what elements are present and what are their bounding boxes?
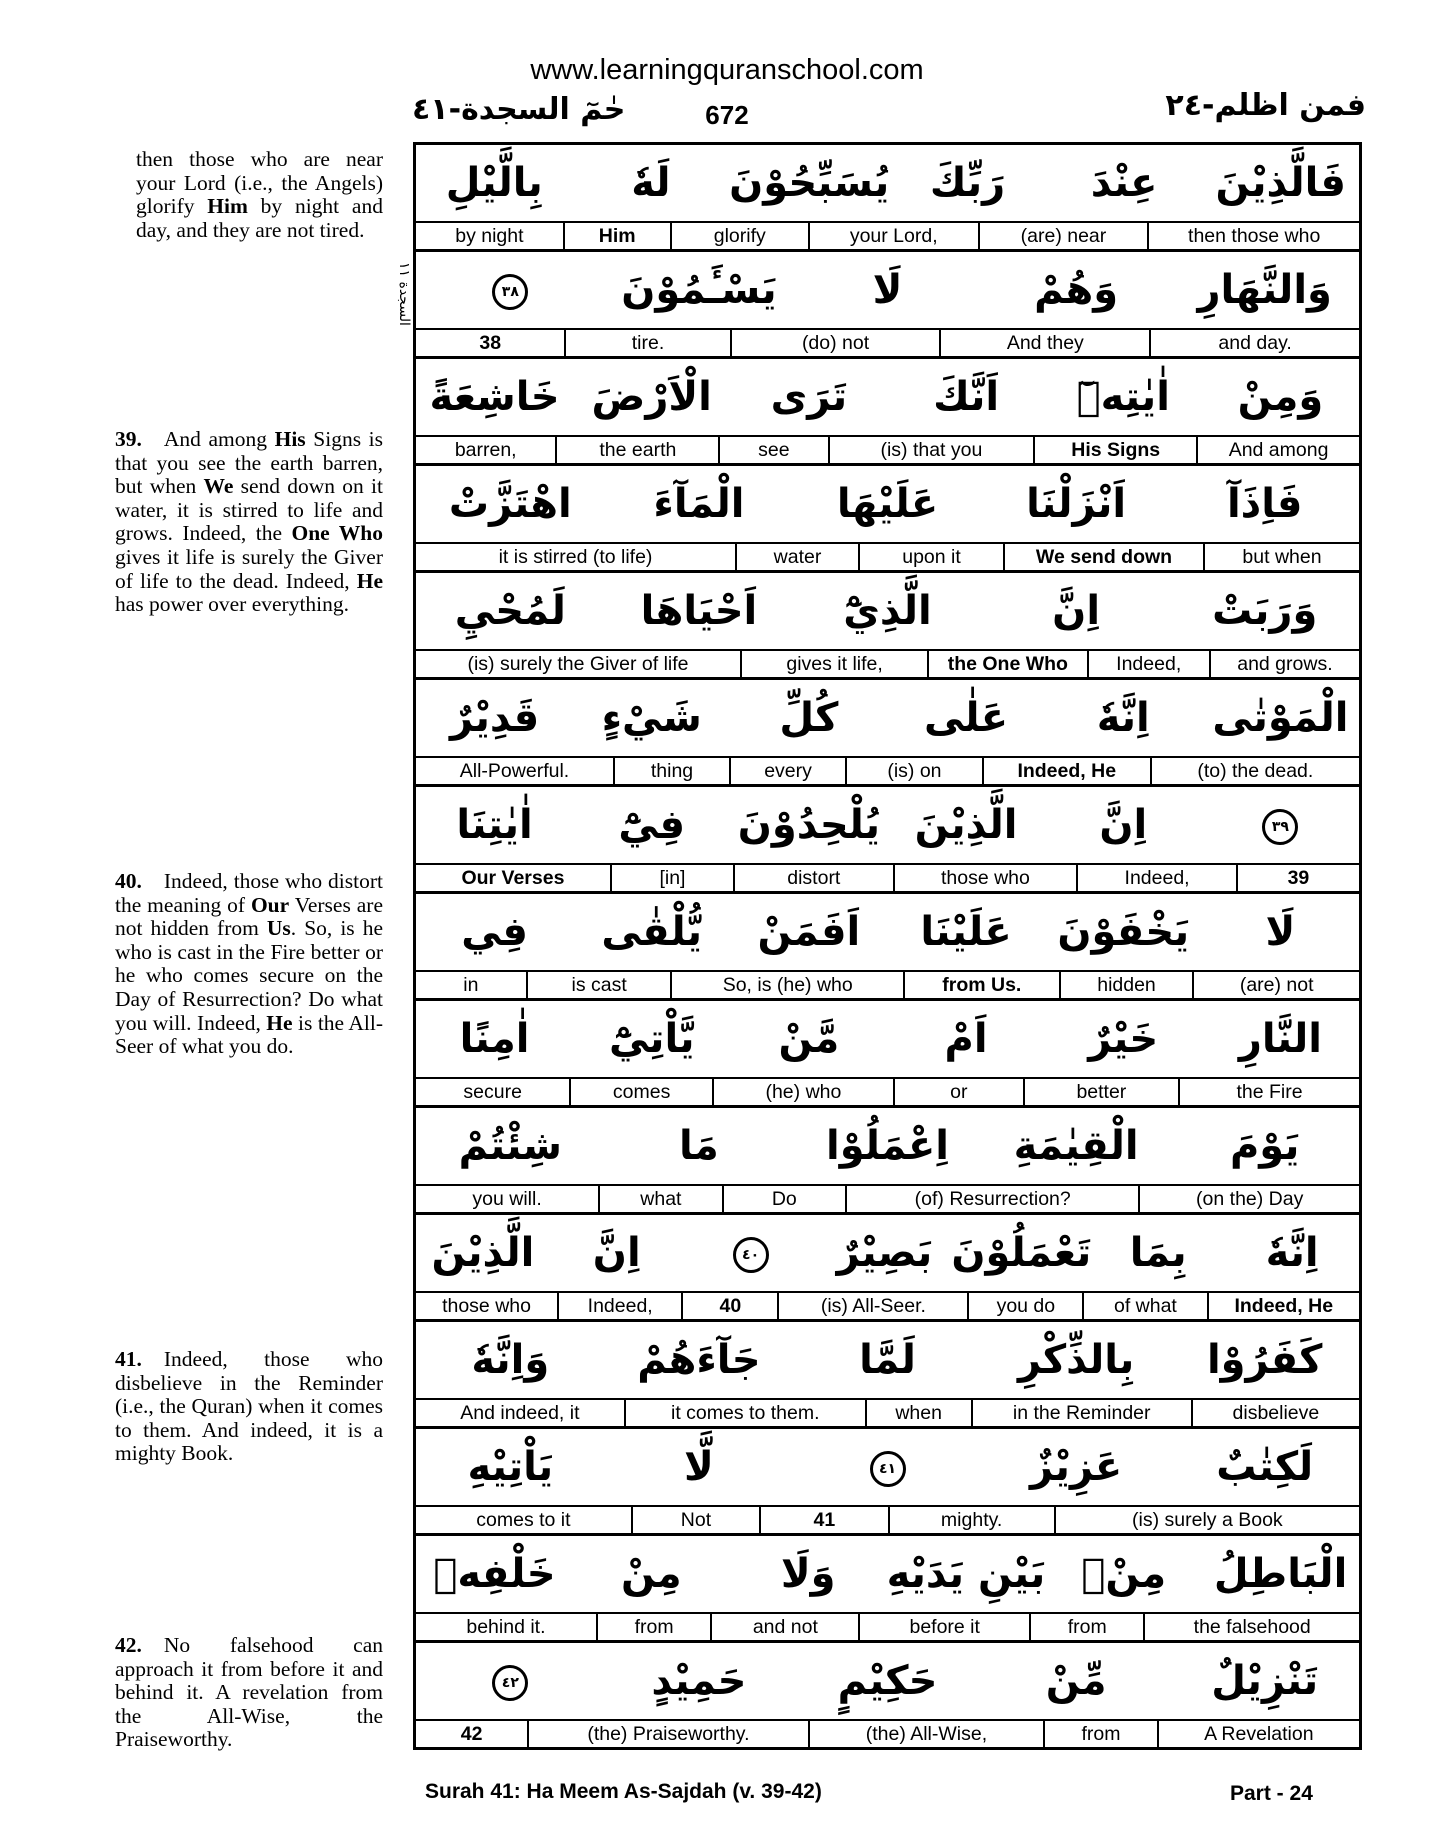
english-row (416, 1186, 1359, 1215)
translation-text: by night and day, and they are not tired. (136, 194, 383, 242)
english-meaning: And among (1196, 437, 1359, 463)
translation-text: No falsehood can approach it from before it and behind it. A revelation from the All-Wise, the Praiseworthy. (115, 1633, 383, 1752)
arabic-word: يَسْـَٔمُوْنَ (621, 267, 777, 313)
arabic-word: شَيْءٍ (601, 695, 702, 741)
english-meaning: glorify (670, 223, 808, 249)
arabic-word: الْمَآءَ (653, 481, 745, 527)
arabic-word: كَفَرُوْا (1206, 1337, 1323, 1383)
english-meaning: or (893, 1079, 1023, 1105)
english-meaning: All-Powerful. (459, 760, 570, 782)
verse-number: 39. (115, 427, 142, 451)
arabic-word: لَمُحْيِ (454, 588, 566, 634)
english-meaning: you will. (472, 1188, 542, 1210)
verse-translation-note (115, 870, 383, 1059)
arabic-row (416, 359, 1359, 437)
verse-end-circle-icon: ٣٩ (1262, 809, 1298, 845)
english-meaning: then those who (1147, 223, 1359, 249)
english-row (416, 972, 1359, 1001)
arabic-word: اَفَمَنْ (757, 909, 861, 955)
english-meaning: (is) surely a Book (1054, 1507, 1359, 1533)
arabic-row (416, 894, 1359, 972)
emphasized-text: Our (250, 892, 290, 917)
english-meaning: in (463, 974, 479, 996)
verse-end-circle-icon: ٣٨ (492, 274, 528, 310)
english-meaning: of what (1082, 1293, 1206, 1319)
arabic-word: اِنَّهٗ (1265, 1230, 1319, 1276)
english-meaning: Our Verses (461, 867, 565, 889)
arabic-word: عَلَيْهَا (836, 481, 939, 527)
english-meaning: your Lord, (808, 223, 978, 249)
english-meaning: and day. (1149, 330, 1359, 356)
emphasized-text: His (274, 427, 306, 451)
arabic-word: مِنْ (620, 1551, 682, 1597)
verse-translation-note (115, 1634, 383, 1752)
english-meaning: hidden (1059, 972, 1193, 998)
verse-end-marker (684, 1230, 818, 1276)
arabic-word: اِنَّ (592, 1230, 641, 1276)
english-meaning: (is) on (845, 758, 982, 784)
english-row (416, 544, 1359, 573)
english-meaning: mighty. (888, 1507, 1054, 1533)
english-row (416, 223, 1359, 252)
arabic-word: بَصِيْرٌ (836, 1230, 933, 1276)
arabic-word: الَّذِيْنَ (431, 1230, 535, 1276)
translation-text: send down on it water, it is stirred to life and grows. Indeed, the (115, 474, 383, 546)
english-meaning: Indeed, (1087, 651, 1209, 677)
english-meaning: from (1043, 1721, 1156, 1747)
arabic-word: الَّذِيْٓ (843, 588, 932, 634)
english-meaning: (is) that you (828, 437, 1034, 463)
arabic-word: اِنَّ (1099, 802, 1148, 848)
english-meaning: water (735, 544, 858, 570)
emphasized-text: One Who (291, 521, 383, 546)
translation-text: is the All-Seer of what you do. (115, 1010, 383, 1059)
arabic-row (416, 573, 1359, 651)
arabic-row (416, 1001, 1359, 1079)
arabic-word: شِئْتُمْ (458, 1123, 562, 1169)
arabic-word: حَكِيْمٍ (837, 1658, 938, 1704)
arabic-word: يُلْحِدُوْنَ (737, 802, 881, 848)
arabic-word: يُّلْقٰى (601, 909, 703, 955)
juz-header-arabic: فمن اظلم-٢٤ (1165, 88, 1366, 123)
arabic-word: قَدِيْرٌ (449, 695, 540, 741)
english-meaning: by night (455, 225, 524, 247)
translation-text: Indeed, those who disbelieve in the Reminder (i.e., the Quran) when it comes to them. And indeed, it is a mighty Book. (115, 1347, 383, 1466)
word-by-word-table (413, 142, 1362, 1750)
translation-text: And among (163, 427, 275, 451)
english-meaning: Indeed, (557, 1293, 681, 1319)
arabic-word: وَهُمْ (1034, 267, 1119, 313)
english-meaning: gives it life, (740, 651, 927, 677)
arabic-word: يَّاْتِيْٓ (608, 1016, 695, 1062)
english-meaning: 38 (479, 332, 502, 354)
english-meaning: from (1029, 1614, 1143, 1640)
arabic-row (416, 787, 1359, 865)
arabic-word: اٰمِنًا (459, 1016, 530, 1062)
english-meaning: but when (1203, 544, 1359, 570)
arabic-row (416, 680, 1359, 758)
english-meaning: see (718, 437, 827, 463)
arabic-word: مَّنْ (778, 1016, 840, 1062)
arabic-word: خَاشِعَةً (429, 374, 560, 420)
arabic-word: وَرَبَتْ (1212, 588, 1318, 634)
english-meaning: upon it (858, 544, 1003, 570)
arabic-word: مِّنْ (1045, 1658, 1107, 1704)
english-meaning: before it (858, 1614, 1029, 1640)
footer-part: Part - 24 (1230, 1782, 1313, 1805)
arabic-word: الْاَرْضَ (591, 374, 712, 420)
arabic-word: اِعْمَلُوْا (826, 1123, 949, 1169)
arabic-word: بَيْنِ يَدَيْهِ (886, 1551, 1046, 1597)
emphasized-text: He (266, 1010, 293, 1035)
english-meaning: barren, (454, 439, 517, 461)
english-meaning: is cast (526, 972, 671, 998)
english-meaning: 41 (759, 1507, 887, 1533)
english-meaning: you do (967, 1293, 1082, 1319)
arabic-word: عَلٰى (924, 695, 1009, 741)
arabic-word: الَّذِيْنَ (914, 802, 1018, 848)
english-meaning: (is) All-Seer. (777, 1293, 967, 1319)
english-row (416, 1614, 1359, 1643)
english-row (416, 330, 1359, 359)
arabic-word: حَمِيْدٍ (651, 1658, 747, 1704)
english-meaning: from (596, 1614, 710, 1640)
arabic-word: تَعْمَلُوْنَ (951, 1230, 1092, 1276)
arabic-row (416, 1322, 1359, 1400)
english-meaning: So, is (he) who (670, 972, 903, 998)
english-meaning: (do) not (730, 330, 940, 356)
english-meaning: Indeed, (1076, 865, 1236, 891)
english-meaning: behind it. (466, 1616, 546, 1638)
verse-end-marker (1202, 802, 1359, 848)
arabic-word: فَالَّذِيْنَ (1215, 160, 1346, 206)
translation-text: then those who are near your Lord (i.e., the Angels) glorify (136, 147, 383, 219)
english-meaning: (the) All-Wise, (808, 1721, 1044, 1747)
translation-text: Signs is that you see the earth barren, but when (115, 427, 384, 499)
english-meaning: the Fire (1178, 1079, 1359, 1105)
english-meaning: and grows. (1209, 651, 1359, 677)
english-row (416, 437, 1359, 466)
arabic-word: اَنْزَلْنَا (1026, 481, 1127, 527)
english-meaning: 42 (460, 1723, 483, 1745)
arabic-row (416, 1215, 1359, 1293)
arabic-word: لَمَّا (859, 1337, 916, 1383)
arabic-word: الْبَاطِلُ (1213, 1551, 1348, 1597)
arabic-word: خَيْرٌ (1088, 1016, 1159, 1062)
arabic-word: وَالنَّهَارِ (1197, 267, 1332, 313)
arabic-row (416, 1536, 1359, 1614)
surah-header-arabic: حٰمٓ السجدة-٤١ (412, 92, 626, 127)
arabic-row (416, 252, 1359, 330)
english-meaning: the One Who (927, 651, 1086, 677)
arabic-word: وَمِنْ (1237, 374, 1324, 420)
english-meaning: (are) not (1192, 972, 1359, 998)
arabic-word: تَنْزِيْلٌ (1211, 1658, 1319, 1704)
english-row (416, 651, 1359, 680)
english-row (416, 1079, 1359, 1108)
emphasized-text: He (356, 568, 383, 593)
arabic-word: بِالذِّكْرِ (1017, 1337, 1135, 1383)
english-meaning: disbelieve (1191, 1400, 1359, 1426)
emphasized-text: Us (266, 916, 291, 941)
arabic-word: بِالَّيْلِ (445, 160, 543, 206)
english-meaning: Do (722, 1186, 845, 1212)
english-meaning: 39 (1236, 865, 1359, 891)
english-meaning: the earth (555, 437, 718, 463)
english-meaning: what (598, 1186, 721, 1212)
arabic-word: اَحْيَاهَا (640, 588, 758, 634)
english-meaning: Not (631, 1507, 759, 1533)
arabic-word: الْقِيٰمَةِ (1013, 1123, 1139, 1169)
sajdah-marker: السجدة ١١ (396, 262, 412, 326)
emphasized-text: We (203, 474, 234, 499)
arabic-word: مِنْۢ (1081, 1551, 1167, 1597)
arabic-word: لَا (1265, 909, 1296, 955)
verse-end-marker (416, 267, 605, 313)
arabic-word: وَاِنَّهٗ (471, 1337, 550, 1383)
arabic-word: عَزِيْزٌ (1030, 1444, 1123, 1490)
verse-end-marker (416, 1658, 605, 1704)
english-row (416, 1293, 1359, 1322)
english-meaning: it is stirred (to life) (498, 546, 653, 568)
arabic-word: عِنْدَ (1090, 160, 1158, 206)
arabic-word: فَاِذَآ (1226, 481, 1303, 527)
arabic-word: رَبِّكَ (929, 160, 1006, 206)
arabic-word: لَا (872, 267, 903, 313)
english-meaning: better (1023, 1079, 1178, 1105)
site-url: www.learningquranschool.com (530, 54, 924, 86)
english-meaning: secure (463, 1081, 522, 1103)
arabic-row (416, 1108, 1359, 1186)
english-meaning: distort (733, 865, 893, 891)
arabic-word: اَمْ (944, 1016, 988, 1062)
translation-text: gives it life is surely the Giver of life to the dead. Indeed, (115, 544, 383, 593)
english-meaning: [in] (610, 865, 733, 891)
english-meaning: Indeed, He (1207, 1293, 1359, 1319)
arabic-word: فِي (461, 909, 528, 955)
english-meaning: comes to it (476, 1509, 571, 1531)
arabic-word: اهْتَزَّتْ (448, 481, 572, 527)
english-meaning: from Us. (903, 972, 1059, 998)
english-meaning: tire. (564, 330, 729, 356)
arabic-row (416, 466, 1359, 544)
arabic-word: يَوْمَ (1229, 1123, 1300, 1169)
english-meaning: 40 (681, 1293, 777, 1319)
arabic-word: يَخْفَوْنَ (1057, 909, 1190, 955)
english-meaning: it comes to them. (624, 1400, 865, 1426)
english-meaning: And indeed, it (460, 1402, 580, 1424)
english-meaning: (he) who (712, 1079, 893, 1105)
english-meaning: comes (569, 1079, 712, 1105)
verse-end-marker (793, 1444, 982, 1490)
english-meaning: in the Reminder (971, 1400, 1191, 1426)
english-row (416, 1721, 1359, 1747)
english-meaning: the falsehood (1143, 1614, 1359, 1640)
arabic-word: النَّارِ (1238, 1016, 1322, 1062)
english-meaning: (the) Praiseworthy. (527, 1721, 807, 1747)
arabic-word: فِيْٓ (618, 802, 686, 848)
english-row (416, 865, 1359, 894)
arabic-word: الْمَوْتٰى (1212, 695, 1349, 741)
english-meaning: those who (893, 865, 1077, 891)
arabic-word: جَآءَهُمْ (637, 1337, 761, 1383)
arabic-word: خَلْفِهٖ (433, 1551, 556, 1597)
english-meaning: Him (563, 223, 670, 249)
english-meaning: every (729, 758, 845, 784)
arabic-row (416, 1643, 1359, 1721)
arabic-word: مَا (679, 1123, 719, 1169)
arabic-word: تَرَى (770, 374, 848, 420)
arabic-word: لَهٗ (631, 160, 671, 206)
verse-end-circle-icon: ٤١ (870, 1451, 906, 1487)
english-meaning: when (865, 1400, 971, 1426)
footer-surah-title: Surah 41: Ha Meem As-Sajdah (v. 39-42) (425, 1780, 822, 1803)
english-meaning: (on the) Day (1138, 1186, 1359, 1212)
arabic-word: اٰيٰتِهٖٓ (1076, 374, 1170, 420)
arabic-row (416, 1429, 1359, 1507)
verse-translation-note (115, 1348, 383, 1466)
verse-number: 41. (115, 1347, 142, 1371)
english-meaning: And they (939, 330, 1149, 356)
arabic-word: عَلَيْنَا (920, 909, 1012, 955)
arabic-word: اِنَّ (1052, 588, 1101, 634)
verse-number: 42. (115, 1633, 142, 1657)
translation-text: Indeed, those who distort the meaning of (115, 869, 383, 917)
english-meaning: (of) Resurrection? (845, 1186, 1138, 1212)
verse-translation-note (115, 428, 383, 617)
translation-text: Verses are not hidden from (115, 892, 383, 941)
verse-number: 40. (115, 869, 142, 893)
verse-end-circle-icon: ٤٢ (492, 1665, 528, 1701)
verse-end-circle-icon: ٤٠ (733, 1237, 769, 1273)
emphasized-text: Him (207, 194, 248, 219)
arabic-row (416, 145, 1359, 223)
arabic-word: اِنَّهٗ (1096, 695, 1150, 741)
english-meaning: A Revelation (1157, 1721, 1359, 1747)
arabic-word: لَكِتٰبٌ (1216, 1444, 1314, 1490)
arabic-word: كُلِّ (779, 695, 839, 741)
arabic-word: يُسَبِّحُوْنَ (729, 160, 890, 206)
arabic-word: اَنَّكَ (933, 374, 1000, 420)
english-row (416, 1507, 1359, 1536)
english-meaning: (is) surely the Giver of life (467, 653, 689, 675)
english-meaning: (are) near (978, 223, 1148, 249)
english-meaning: His Signs (1033, 437, 1196, 463)
english-row (416, 758, 1359, 787)
translation-text: . So, is he who is cast in the Fire better or he who comes secure on the Day of Resurrection? Do what you will. Indeed, (115, 916, 383, 1035)
english-meaning: Indeed, He (982, 758, 1150, 784)
arabic-word: لَّا (684, 1444, 714, 1490)
arabic-word: يَاْتِيْهِ (467, 1444, 554, 1490)
english-row (416, 1400, 1359, 1429)
arabic-word: بِمَا (1129, 1230, 1187, 1276)
english-meaning: We send down (1003, 544, 1203, 570)
verse-translation-note (136, 148, 383, 242)
arabic-word: وَلَا (780, 1551, 836, 1597)
english-meaning: thing (613, 758, 729, 784)
english-meaning: (to) the dead. (1150, 758, 1359, 784)
english-meaning: those who (442, 1295, 531, 1317)
page-number: 672 (705, 100, 749, 130)
english-meaning: and not (710, 1614, 858, 1640)
arabic-word: اٰيٰتِنَا (456, 802, 533, 848)
translation-text: has power over everything. (115, 592, 350, 617)
